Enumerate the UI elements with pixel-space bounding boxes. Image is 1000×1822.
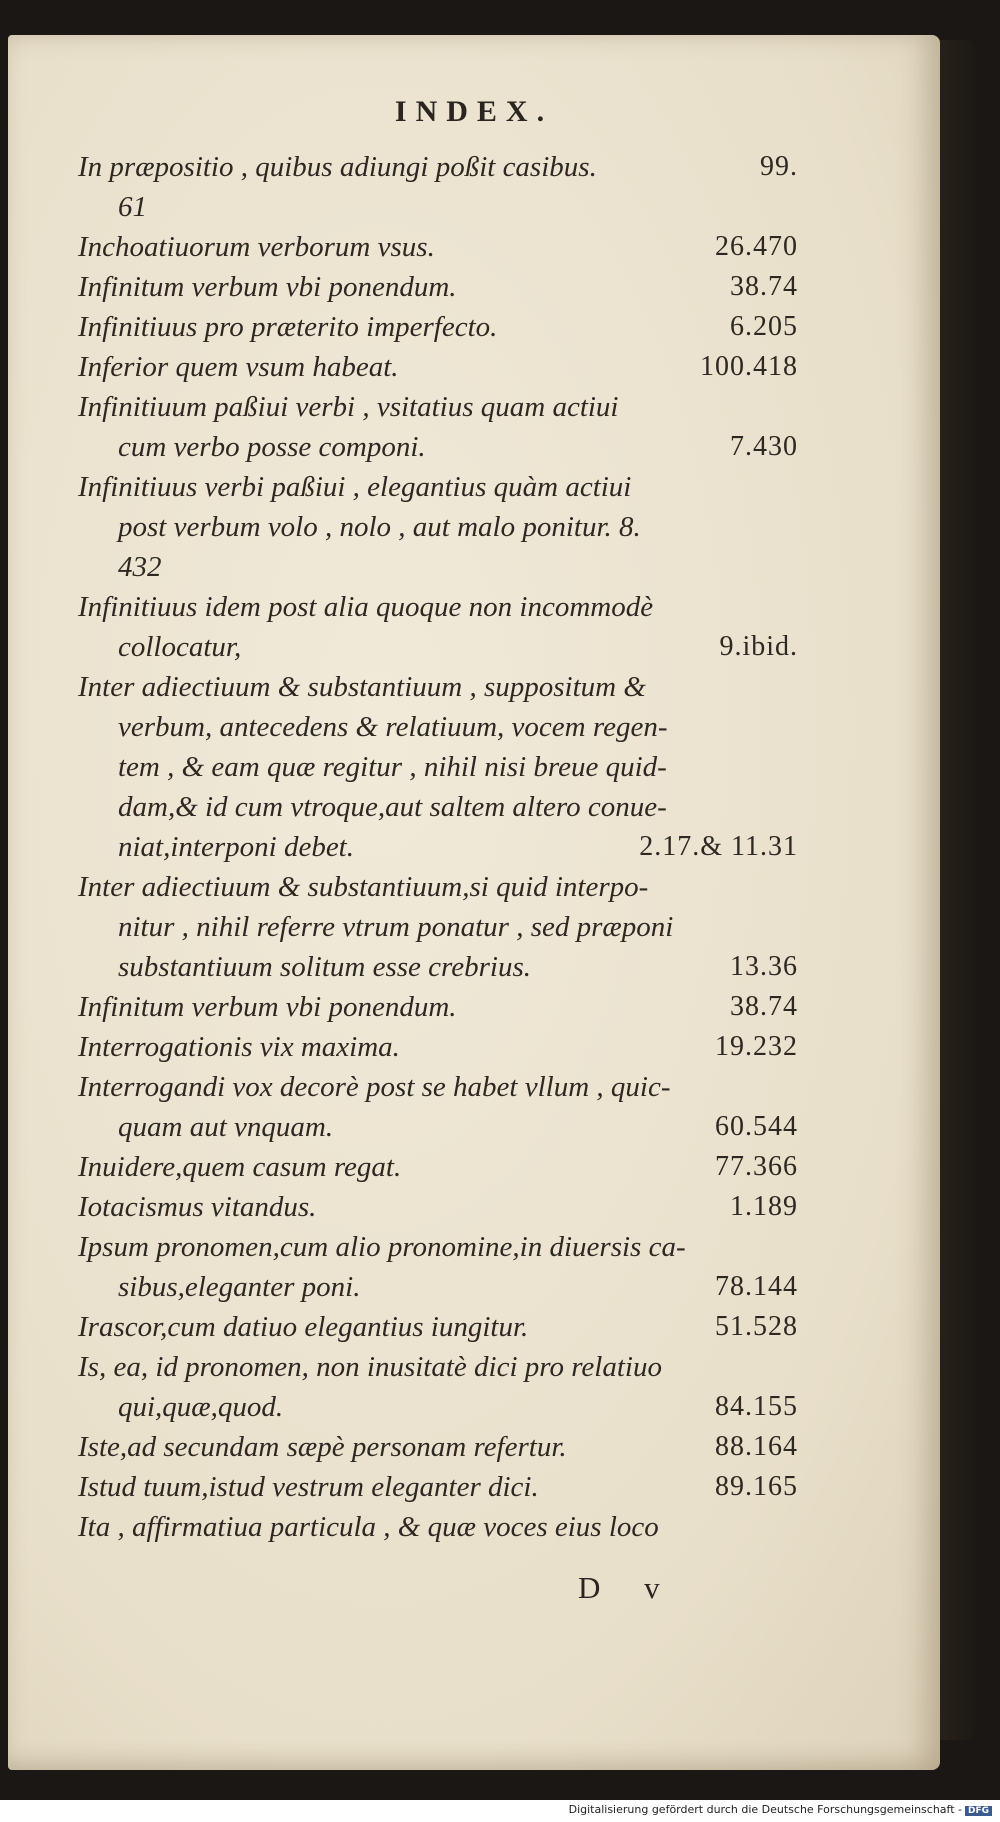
entry-line xyxy=(78,1467,798,1507)
entry-line xyxy=(78,227,798,267)
page-reference: 99. xyxy=(760,151,798,182)
page-reference: 60.544 xyxy=(715,1111,798,1142)
entry-text: Istud tuum,istud vestrum eleganter dici. xyxy=(78,1471,539,1503)
entry-line xyxy=(78,347,798,387)
entry-line xyxy=(78,707,798,747)
entry-line xyxy=(78,427,798,467)
entry-text: substantiuum solitum esse crebrius. xyxy=(118,951,531,983)
entry-line xyxy=(78,267,798,307)
index-entry xyxy=(78,1227,798,1307)
entry-text: Infinitiuus verbi paßiui , elegantius quàm actiui xyxy=(78,471,632,503)
book-page xyxy=(8,35,940,1770)
page-reference: 9.ibid. xyxy=(719,631,798,662)
page-reference: 77.366 xyxy=(715,1151,798,1182)
page-reference: 1.189 xyxy=(730,1191,798,1222)
entry-line xyxy=(78,387,798,427)
entry-text: cum verbo posse componi. xyxy=(118,431,426,463)
index-entry xyxy=(78,1307,798,1347)
entry-line xyxy=(78,827,798,867)
entry-text: Irascor,cum datiuo elegantius iungitur. xyxy=(78,1311,529,1343)
entry-line xyxy=(78,587,798,627)
entry-text: Inter adiectiuum & substantiuum,si quid interpo- xyxy=(78,871,649,903)
entry-line xyxy=(78,1027,798,1067)
index-entry xyxy=(78,1187,798,1227)
entry-text: Inuidere,quem casum regat. xyxy=(78,1151,402,1183)
entry-line xyxy=(78,1227,798,1267)
entry-line xyxy=(78,907,798,947)
page-reference: 2.17.& 11.31 xyxy=(639,831,798,862)
entry-line xyxy=(78,1307,798,1347)
entry-line xyxy=(78,667,798,707)
dfg-logo-icon: DFG xyxy=(965,1806,992,1816)
entry-text: In præpositio , quibus adiungi poßit casibus. xyxy=(78,151,597,183)
index-entry xyxy=(78,667,798,867)
page-reference: 89.165 xyxy=(715,1471,798,1502)
index-entry xyxy=(78,1147,798,1187)
entry-line xyxy=(78,867,798,907)
entry-text: 61 xyxy=(118,191,147,223)
index-entry xyxy=(78,587,798,667)
entry-text: verbum, antecedens & relatiuum, vocem regen- xyxy=(118,711,668,743)
page-header: INDEX. xyxy=(394,95,554,128)
entry-line xyxy=(78,987,798,1027)
entry-line xyxy=(78,507,798,547)
page-reference: 13.36 xyxy=(730,951,798,982)
entry-text: post verbum volo , nolo , aut malo ponitur. 8. xyxy=(118,511,641,543)
entry-text: Inchoatiuorum verborum vsus. xyxy=(78,231,435,263)
entry-text: Iste,ad secundam sæpè personam refertur. xyxy=(78,1431,567,1463)
index-entry xyxy=(78,867,798,987)
entry-line xyxy=(78,1267,798,1307)
entry-text: Ita , affirmatiua particula , & quæ voces eius loco xyxy=(78,1511,659,1543)
entry-line xyxy=(78,1187,798,1227)
entry-text: Infinitiuus idem post alia quoque non incommodè xyxy=(78,591,654,623)
entry-text: Is, ea, id pronomen, non inusitatè dici pro relatiuo xyxy=(78,1351,662,1383)
entry-line xyxy=(78,787,798,827)
entry-text: nitur , nihil referre vtrum ponatur , sed præponi xyxy=(118,911,674,943)
index-entry xyxy=(78,467,798,587)
entry-line xyxy=(78,147,798,187)
index-entry xyxy=(78,147,798,227)
entry-text: Interrogationis vix maxima. xyxy=(78,1031,400,1063)
entry-line xyxy=(78,1347,798,1387)
entry-text: quam aut vnquam. xyxy=(118,1111,334,1143)
index-entry xyxy=(78,1427,798,1467)
entry-text: Infinitum verbum vbi ponendum. xyxy=(78,271,457,303)
page-reference: 78.144 xyxy=(715,1271,798,1302)
entry-line xyxy=(78,1147,798,1187)
index-entry xyxy=(78,267,798,307)
entry-text: tem , & eam quæ regitur , nihil nisi breue quid- xyxy=(118,751,667,783)
entry-line xyxy=(78,547,798,587)
index-entry xyxy=(78,1467,798,1507)
digitization-credit xyxy=(569,1803,992,1816)
page-reference: 88.164 xyxy=(715,1431,798,1462)
page-reference: 6.205 xyxy=(730,311,798,342)
page-reference: 51.528 xyxy=(715,1311,798,1342)
entry-line xyxy=(78,947,798,987)
entry-text: Infinitum verbum vbi ponendum. xyxy=(78,991,457,1023)
signature-mark: D v xyxy=(578,1570,678,1605)
entry-text: Inferior quem vsum habeat. xyxy=(78,351,399,383)
entry-text: sibus,eleganter poni. xyxy=(118,1271,361,1303)
credit-bar xyxy=(0,1800,1000,1822)
entry-text: niat,interponi debet. xyxy=(118,831,354,863)
entry-text: 432 xyxy=(118,551,162,583)
index-entry xyxy=(78,347,798,387)
entry-text: Ipsum pronomen,cum alio pronomine,in diuersis ca- xyxy=(78,1231,686,1263)
entry-line xyxy=(78,627,798,667)
page-reference: 100.418 xyxy=(700,351,798,382)
entry-line xyxy=(78,1107,798,1147)
entry-line xyxy=(78,1427,798,1467)
entry-line xyxy=(78,1067,798,1107)
entry-line xyxy=(78,187,798,227)
index-entry xyxy=(78,387,798,467)
entry-text: Interrogandi vox decorè post se habet vllum , quic- xyxy=(78,1071,671,1103)
entry-text: Infinitiuus pro præterito imperfecto. xyxy=(78,311,498,343)
index-entry xyxy=(78,987,798,1027)
credit-text: Digitalisierung gefördert durch die Deutsche Forschungsgemeinschaft - xyxy=(568,1803,962,1816)
index-entry xyxy=(78,1347,798,1427)
page-reference: 7.430 xyxy=(730,431,798,462)
page-reference: 84.155 xyxy=(715,1391,798,1422)
page-reference: 38.74 xyxy=(730,271,798,302)
entry-line xyxy=(78,1387,798,1427)
index-entry xyxy=(78,307,798,347)
entry-text: collocatur, xyxy=(118,631,242,663)
page-reference: 38.74 xyxy=(730,991,798,1022)
index-entries xyxy=(78,147,798,1547)
entry-line xyxy=(78,1507,798,1547)
index-entry xyxy=(78,1027,798,1067)
entry-text: dam,& id cum vtroque,aut saltem altero conue- xyxy=(118,791,667,823)
page-reference: 26.470 xyxy=(715,231,798,262)
entry-line xyxy=(78,467,798,507)
page-reference: 19.232 xyxy=(715,1031,798,1062)
index-entry xyxy=(78,1067,798,1147)
entry-line xyxy=(78,307,798,347)
entry-text: Inter adiectiuum & substantiuum , suppositum & xyxy=(78,671,646,703)
entry-text: Infinitiuum paßiui verbi , vsitatius quam actiui xyxy=(78,391,619,423)
index-entry xyxy=(78,227,798,267)
entry-text: qui,quæ,quod. xyxy=(118,1391,284,1423)
entry-line xyxy=(78,747,798,787)
index-entry xyxy=(78,1507,798,1547)
entry-text: Iotacismus vitandus. xyxy=(78,1191,317,1223)
